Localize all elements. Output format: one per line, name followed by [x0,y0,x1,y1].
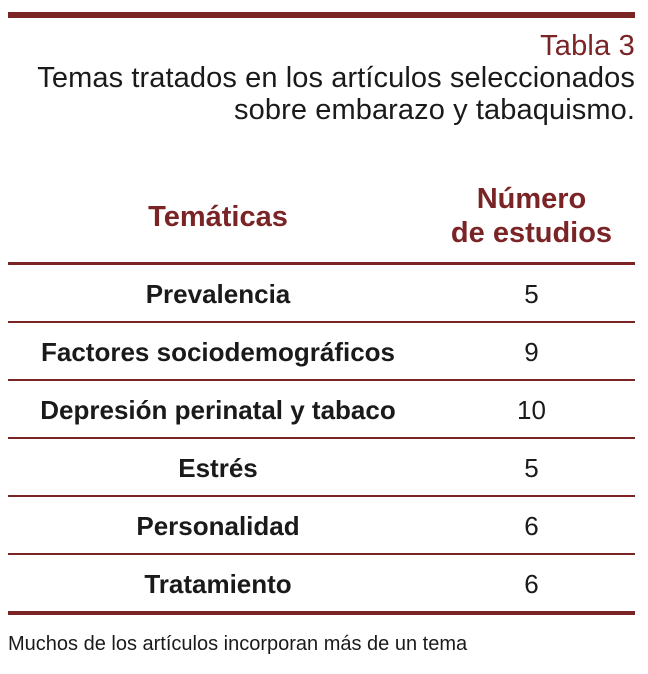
table-body [8,265,635,615]
topic-cell: Depresión perinatal y tabaco [40,395,396,425]
topic-cell: Factores sociodemográficos [41,337,395,367]
table-row [8,497,635,555]
table-number: Tabla 3 [540,30,635,62]
table-title-line-1: Temas tratados en los artículos seleccionados [37,62,635,94]
table-caption [15,30,635,126]
table-footnote: Muchos de los artículos incorporan más de un tema [8,633,468,655]
table-row [8,439,635,497]
table-row [8,323,635,381]
header-study-count-line-2: de estudios [450,217,613,249]
header-study-count [428,182,635,250]
table-row [8,265,635,323]
count-cell: 5 [524,279,539,309]
topic-cell: Personalidad [136,511,300,541]
count-cell: 5 [524,453,539,483]
topic-cell: Tratamiento [144,569,292,599]
table-row [8,555,635,615]
count-cell: 9 [524,337,539,367]
header-topics: Temáticas [148,201,288,233]
top-rule [8,12,635,18]
header-study-count-line-1: Número [476,183,587,215]
topic-cell: Prevalencia [145,279,291,309]
topic-cell: Estrés [178,453,258,483]
count-cell: 6 [524,511,539,541]
table-header [8,180,635,262]
table-row [8,381,635,439]
table-title-line-2: sobre embarazo y tabaquismo. [234,94,635,126]
count-cell: 10 [517,395,546,425]
count-cell: 6 [524,569,539,599]
